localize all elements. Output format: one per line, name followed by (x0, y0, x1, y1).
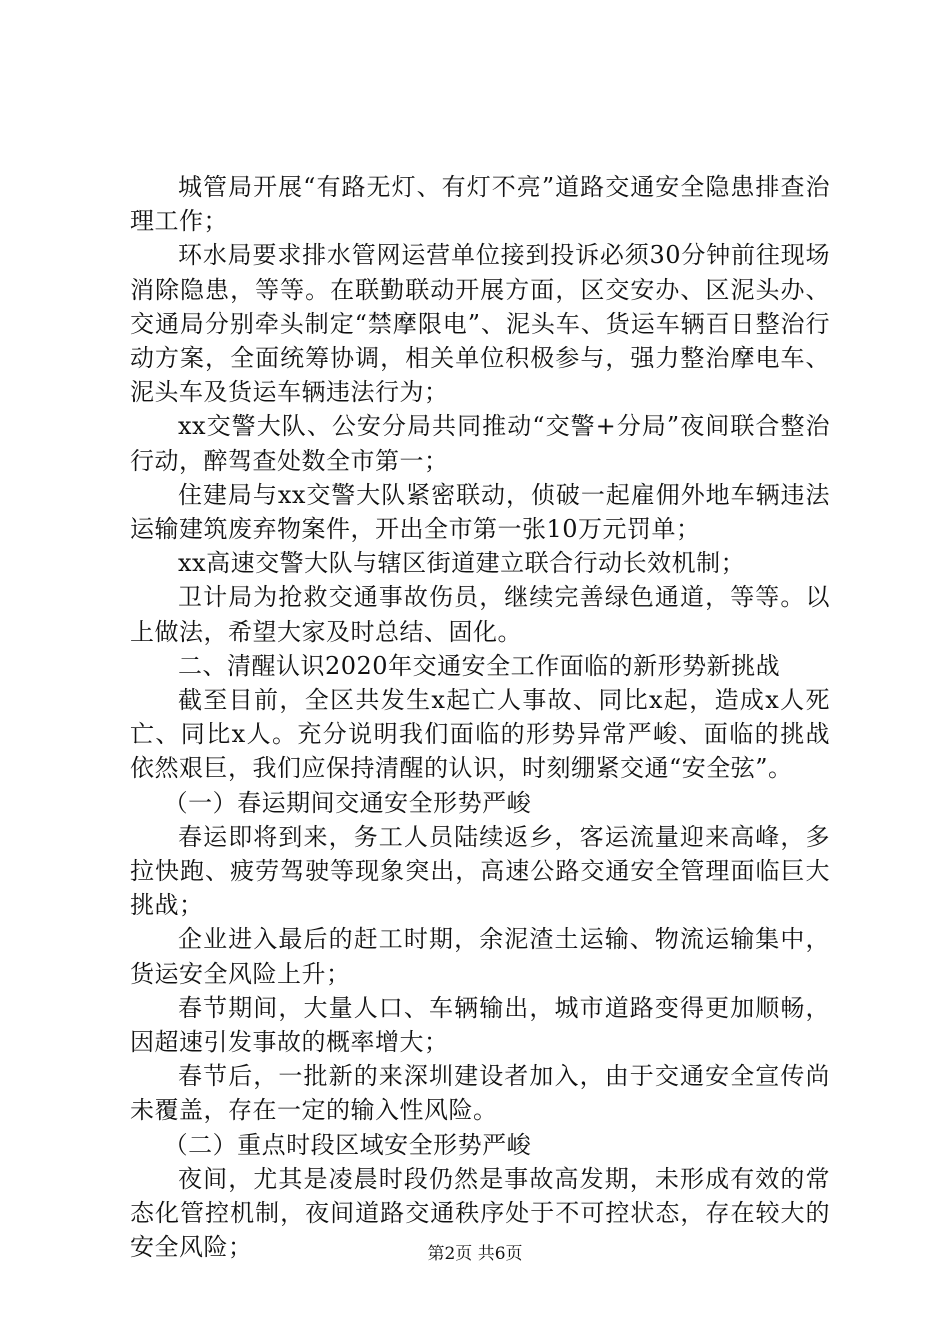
paragraph: 截至目前，全区共发生x起亡人事故、同比x起，造成x人死亡、同比x人。充分说明我们面临的形势异常严峻、面临的挑战依然艰巨，我们应保持清醒的认识，时刻绷紧交通“安全弦”。 (130, 686, 830, 783)
paragraph: 春节后，一批新的来深圳建设者加入，由于交通安全宣传尚未覆盖，存在一定的输入性风险。 (130, 1062, 830, 1125)
section-heading: 二、清醒认识2020年交通安全工作面临的新形势新挑战 (178, 651, 781, 680)
paragraph: 企业进入最后的赶工时期，余泥渣土运输、物流运输集中，货运安全风险上升； (130, 925, 830, 988)
paragraph: 环水局要求排水管网运营单位接到投诉必须30分钟前往现场消除隐患，等等。在联勤联动开展方面，区交安办、区泥头办、交通局分别牵头制定“禁摩限电”、泥头车、货运车辆百日整治行动方案，全面统筹协调，相关单位积极参与，强力整治摩电车、泥头车及货运车辆违法行为； (130, 241, 830, 407)
subsection-heading: （二）重点时段区域安全形势严峻 (163, 1130, 532, 1159)
page-footer: 第2页 共6页 (427, 1244, 523, 1264)
paragraph: xx高速交警大队与辖区街道建立联合行动长效机制； (178, 549, 746, 578)
paragraph: 夜间，尤其是凌晨时段仍然是事故高发期，未形成有效的常态化管控机制，夜间道路交通秩序处于不可控状态，存在较大的安全风险； (130, 1164, 830, 1262)
paragraph: 卫计局为抢救交通事故伤员，继续完善绿色通道，等等。以上做法，希望大家及时总结、固化。 (130, 583, 830, 646)
paragraph: 春运即将到来，务工人员陆续返乡，客运流量迎来高峰，多拉快跑、疲劳驾驶等现象突出，高速公路交通安全管理面临巨大挑战； (130, 822, 830, 920)
paragraph: 春节期间，大量人口、车辆输出，城市道路变得更加顺畅，因超速引发事故的概率增大； (130, 993, 830, 1057)
subsection-heading: （一）春运期间交通安全形势严峻 (163, 788, 532, 817)
paragraph: 住建局与xx交警大队紧密联动，侦破一起雇佣外地车辆违法运输建筑废弃物案件，开出全市第一张10万元罚单； (130, 480, 830, 544)
document-body (130, 170, 830, 1265)
paragraph: 城管局开展“有路无灯、有灯不亮”道路交通安全隐患排查治理工作； (130, 173, 830, 236)
paragraph: xx交警大队、公安分局共同推动“交警+分局”夜间联合整治行动，醉驾查处数全市第一； (130, 412, 830, 475)
